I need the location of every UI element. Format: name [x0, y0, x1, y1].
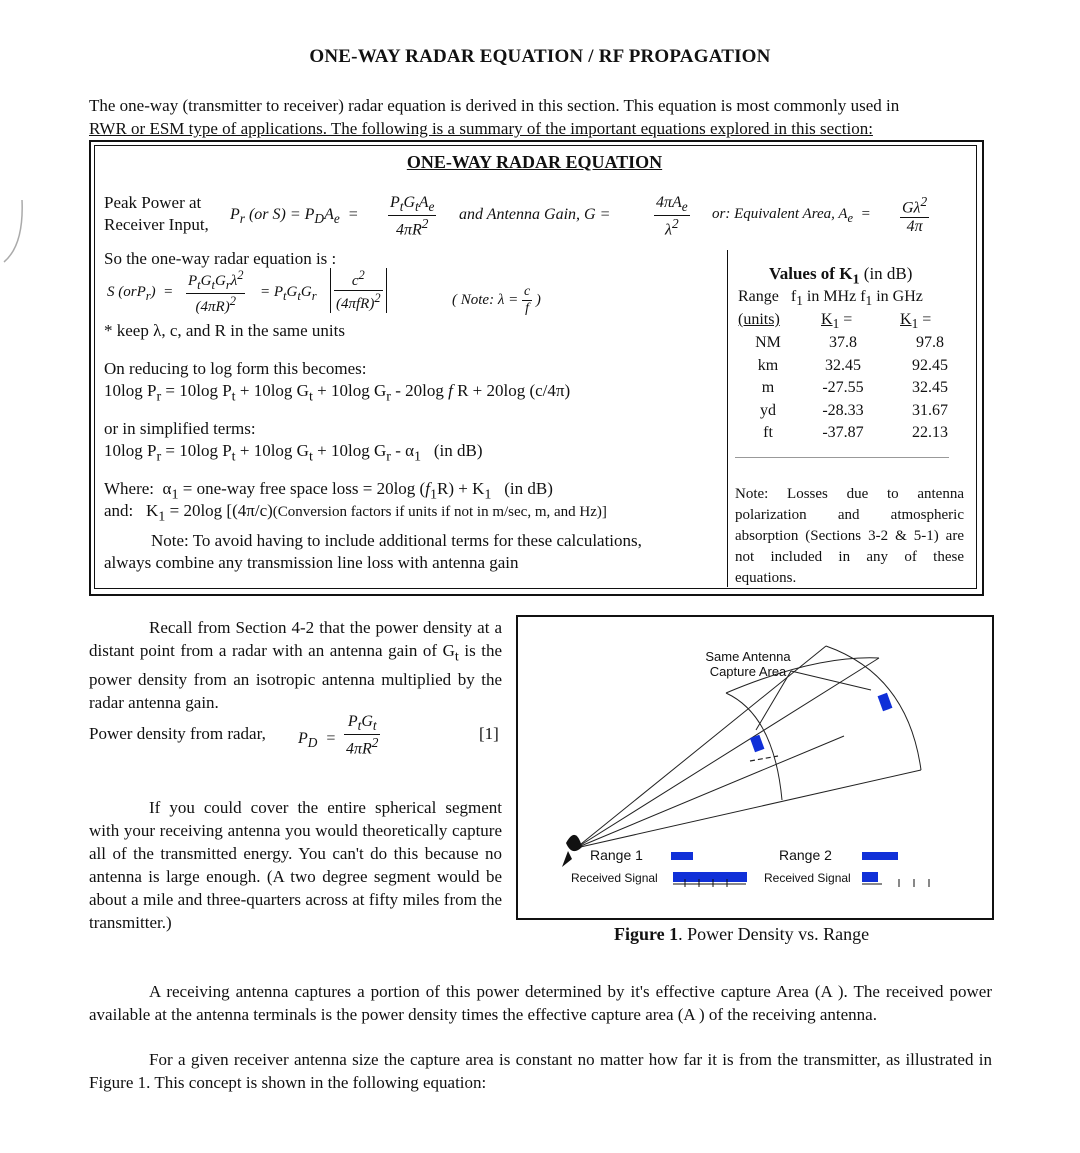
k1-units-label: (units) [738, 311, 780, 328]
peak-power-label [104, 192, 209, 236]
k1-cell-mhz: -28.33 [822, 401, 864, 419]
antenna-gain-text: and Antenna Gain, G = [459, 206, 611, 223]
summary-box-title: ONE-WAY RADAR EQUATION [406, 152, 663, 172]
same-antenna-label [690, 649, 806, 679]
k1-cell-ghz: 32.45 [912, 379, 948, 397]
page-curl [0, 200, 30, 280]
pd-label: Power density from radar, [89, 724, 266, 743]
conversion-note: (Conversion factors if units if not in m/sec, m, and Hz)] [272, 504, 607, 520]
k1-table-row [738, 422, 972, 445]
k1-cell-unit: m [761, 379, 775, 397]
far-capture-area [878, 693, 893, 711]
cover-text: If you could cover the entire spherical segment with your receiving antenna you would theoretically capture all of the transmitted energy. You can't do this because no antenna is large enough. (A two degree segment would be about a mile and three-quarters across at fifty miles from the transmitter.) [89, 798, 502, 932]
one-way-fraction-1: $P_tG_tG_r\lambda^2$ $(4\pi R)^2$ [188, 268, 244, 315]
equivalent-area-text: or: Equivalent Area, $A_e$ = [712, 206, 871, 225]
radar-dish-icon [562, 835, 582, 867]
capture-dash [750, 756, 778, 761]
beam-lower-edge [576, 770, 921, 848]
note-line-1: Note: To avoid having to include additional terms for these calculations, [151, 531, 642, 550]
k1-title-text: Values of K [769, 264, 853, 283]
intro-line-1: The one-way (transmitter to receiver) radar equation is derived in this section. This equation is most commonly used in [89, 96, 900, 115]
k1-cell-ghz: 92.45 [912, 356, 948, 374]
k1-cell-unit: ft [763, 424, 773, 442]
simplified-intro: or in simplified terms: [104, 419, 256, 438]
one-way-equation-lhs: S (orP$_r$) = [107, 284, 174, 303]
log-intro: On reducing to log form this becomes: [104, 359, 367, 378]
area-fraction: $\frac{G\lambda^2}{4\pi}$ [902, 194, 928, 236]
beam-inner-lower [576, 736, 844, 848]
equivalent-area-label: or: Equivalent Area, A [712, 206, 848, 222]
k1-header-ghz: $f_1$ in GHz [860, 288, 923, 309]
k1-cell-mhz: -27.55 [822, 379, 864, 397]
keep-units-note: * keep λ, c, and R in the same units [104, 321, 345, 340]
pd-fraction: $P_tG_t$ $4\pi R^2$ [346, 713, 379, 758]
one-way-intro: So the one-way radar equation is : [104, 249, 337, 268]
same-antenna-line-1: Same Antenna [705, 649, 791, 664]
k1-header-row [738, 287, 923, 311]
and-line: and: $K_1 = 20\log$ [(4π/c)(Conversion factors if units if not in m/sec, m, and Hz)] [104, 501, 607, 525]
k1-table-row [738, 355, 972, 378]
k1-cell-mhz: 37.8 [829, 334, 857, 352]
range-1-indicator [671, 852, 693, 860]
received-signal-1-label: Received Signal [571, 871, 658, 885]
log-equation: 10log $P_r = 10\log$ $P_t + 10\log$ $G_t + 10\log$ $G_r - 20\log$ f R + 20log (c/4π) [104, 381, 571, 405]
k1-col-mhz-label: $K_1$ = [821, 311, 853, 332]
simplified-equation: 10log $P_r = 10\log$ $P_t + 10\log$ $G_t + 10\log$ $G_r - \alpha_1$ (in dB) [104, 441, 483, 465]
range-1-signal-bar [673, 872, 747, 882]
recall-paragraph: Recall from Section 4-2 that the power density at a distant point from a radar with an antenna gain of $G_t$ is the power density from an isotropic antenna multiplied by the radar antenna gain. [89, 618, 502, 713]
note-lambda-text: ( Note: λ = [452, 291, 519, 308]
k1-cell-mhz: -37.87 [822, 424, 864, 442]
range-2-indicator [862, 852, 898, 860]
one-way-equals-2: = $P_tG_tG_r$ [260, 284, 317, 303]
k1-table-row [738, 332, 972, 355]
constant-area-text: For a given receiver antenna size the capture area is constant no matter how far it is from the transmitter, as illustrated in Figure 1. This concept is shown in the following equation: [89, 1050, 992, 1092]
peak-power-label-2: Receiver Input, [104, 215, 209, 234]
note-line-2: always combine any transmission line loss with antenna gain [104, 553, 519, 572]
page-title: ONE-WAY RADAR EQUATION / RF PROPAGATION [309, 46, 771, 67]
received-signal-2-label: Received Signal [764, 871, 851, 885]
peak-power-label-1: Peak Power at [104, 193, 202, 212]
k1-table-divider [735, 457, 949, 458]
figure-caption-text: . Power Density vs. Range [678, 924, 870, 944]
pr-fraction: $P_tG_tA_e$ $4\pi R^2$ [390, 194, 435, 239]
recall-rest: is the power density from an isotropic antenna multiplied by the radar antenna gain. [89, 641, 502, 713]
beam-inner-upper [576, 658, 879, 848]
k1-cell-unit: NM [755, 334, 781, 352]
same-antenna-line-2: Capture Area [709, 664, 787, 679]
figure-caption-number: Figure 1 [614, 924, 679, 944]
k1-table [738, 332, 972, 445]
one-way-fraction-2: $c^2$ $(4\pi fR)^2$ [330, 268, 387, 313]
k1-cell-ghz: 22.13 [912, 424, 948, 442]
recall-text: Recall from Section 4-2 that the power density at a distant point from a radar with an antenna gain of G [89, 618, 502, 660]
received-power-equation: $P_r$ (or $S) = P_DA_e$ = [230, 206, 363, 227]
intro-line-2: RWR or ESM type of applications. The following is a summary of the important equations explored in this section: [89, 119, 873, 138]
figure-caption [614, 924, 869, 945]
pr-or-s: (or S) = P [248, 206, 315, 223]
k1-table-row [738, 400, 972, 423]
k1-cell-ghz: 97.8 [916, 334, 944, 352]
k1-table-title: Values of $K_1$ (in dB) [769, 264, 913, 288]
far-arc [826, 646, 921, 770]
range-2-label: Range 2 [779, 847, 832, 863]
range-2-signal-bar [862, 872, 878, 882]
k1-table-row [738, 377, 972, 400]
k1-cell-ghz: 31.67 [912, 401, 948, 419]
intro-paragraph [89, 94, 999, 140]
pr-symbol: P [230, 206, 240, 223]
where-line: Where: $\alpha_1 = one-way$ free space loss = 20log $(f_1R) + K_1$ (in dB) [104, 479, 553, 503]
near-capture-area [750, 735, 765, 753]
k1-note: Note: Losses due to antenna polarization and atmospheric absorption (Sections 3-2 & 5-1) are not included in any of these equations. [735, 486, 964, 586]
capture-area-paragraph [89, 980, 992, 1026]
summary-divider [727, 250, 728, 587]
capture-area-text: A receiving antenna captures a portion of this power determined by it's effective capture Area (A ). The received power available at the antenna terminals is the power density times the effective capture area (A ) of the receiving antenna. [89, 982, 992, 1024]
k1-header-mhz: $f_1$ in MHz [790, 288, 857, 309]
k1-col-ghz-label: $K_1$ = [900, 311, 932, 332]
k1-header-range: Range [738, 288, 779, 305]
k1-cell-mhz: 32.45 [825, 356, 861, 374]
k1-title-suffix: (in dB) [859, 264, 913, 283]
k1-cell-unit: yd [760, 401, 776, 419]
cover-paragraph [89, 796, 502, 934]
constant-area-paragraph [89, 1048, 992, 1094]
range-1-label: Range 1 [590, 847, 643, 863]
k1-cell-unit: km [757, 356, 779, 374]
gain-fraction: $4\pi A_e$ $\lambda^2$ [656, 194, 688, 239]
pd-symbol: $P_D$ = [298, 730, 337, 751]
equation-number: [1] [479, 724, 499, 743]
note-lambda: ( Note: λ = $\frac{c}{f}$ ) [452, 284, 541, 316]
